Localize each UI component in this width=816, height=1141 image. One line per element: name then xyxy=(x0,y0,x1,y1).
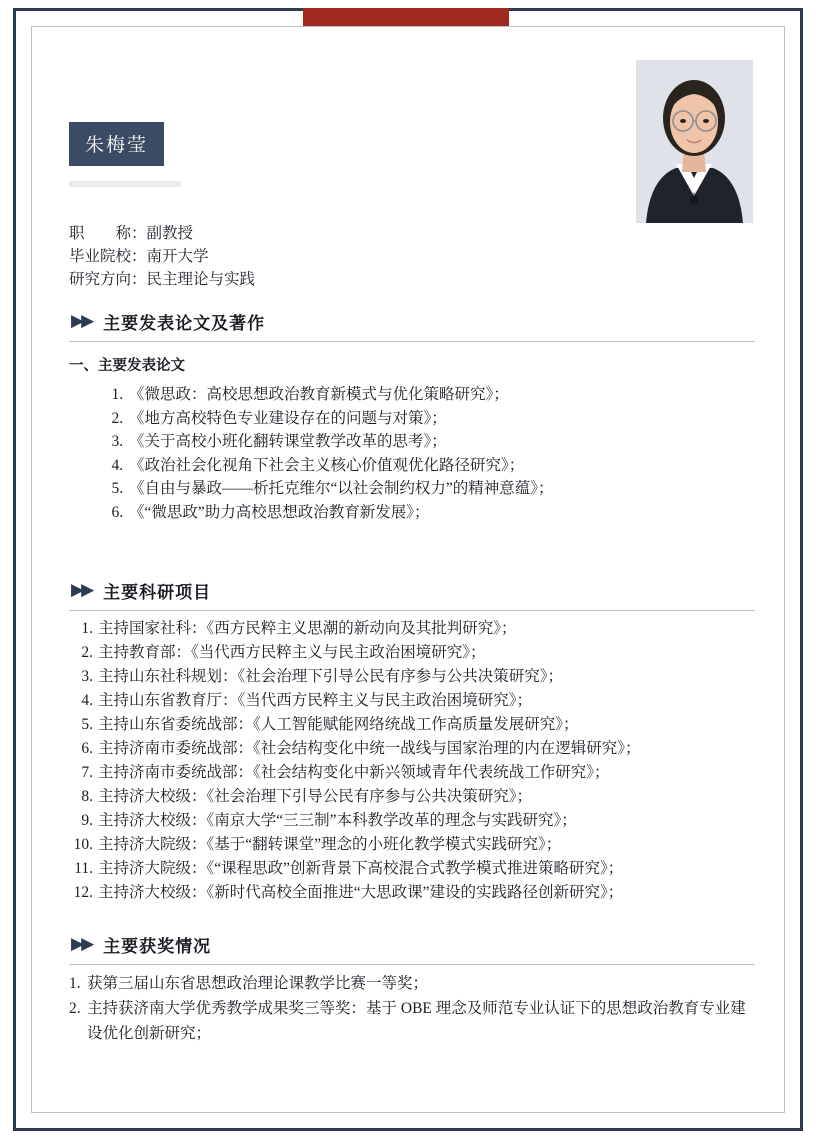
section-awards xyxy=(69,932,755,1046)
section-papers xyxy=(69,309,755,524)
person-name: 朱梅莹 xyxy=(69,122,164,166)
item-number: 11. xyxy=(74,860,93,877)
section-papers-subtitle: 一、主要发表论文 xyxy=(69,358,185,374)
item-number: 5. xyxy=(81,716,93,733)
meta-title: 职 称：副教授 xyxy=(69,225,194,242)
list-item: 1. 《微思政：高校思想政治教育新模式与优化策略研究》； xyxy=(127,383,755,407)
list-item xyxy=(69,713,755,737)
section-papers-title: 主要发表论文及著作 xyxy=(103,314,266,333)
item-number: 10. xyxy=(73,836,93,853)
content-area xyxy=(31,26,785,1113)
person-meta xyxy=(69,222,255,291)
list-item xyxy=(69,641,755,665)
papers-list xyxy=(69,383,755,524)
section-projects-title: 主要科研项目 xyxy=(103,583,212,602)
item-number: 3. xyxy=(81,668,93,685)
list-item xyxy=(69,785,755,809)
item-number: 6. xyxy=(81,740,93,757)
name-underline xyxy=(69,181,181,187)
list-item xyxy=(69,996,755,1046)
item-text: 主持济南市委统战部：《社会结构变化中统一战线与国家治理的内在逻辑研究》； xyxy=(98,740,641,757)
item-text: 主持济大校级：《新时代高校全面推进“大思政课”建设的实践路径创新研究》； xyxy=(98,884,624,901)
list-item xyxy=(69,971,755,996)
projects-list xyxy=(69,617,755,905)
list-item xyxy=(69,761,755,785)
list-item: 6. 《“微思政”助力高校思想政治教育新发展》； xyxy=(127,501,755,525)
section-papers-header xyxy=(69,309,755,342)
awards-list xyxy=(69,971,755,1046)
list-item xyxy=(69,857,755,881)
item-text: 主持济大校级：《社会治理下引导公民有序参与公共决策研究》； xyxy=(98,788,533,805)
list-item xyxy=(69,689,755,713)
list-item xyxy=(69,617,755,641)
list-item: 2. 《地方高校特色专业建设存在的问题与对策》； xyxy=(127,407,755,431)
item-number: 8. xyxy=(81,788,93,805)
portrait-photo xyxy=(636,60,753,223)
double-arrow-icon: ▶▶ xyxy=(71,934,92,954)
list-item xyxy=(69,737,755,761)
item-text: 主持济大校级：《南京大学“三三制”本科教学改革的理念与实践研究》； xyxy=(98,812,577,829)
item-text: 主持山东社科规划：《社会治理下引导公民有序参与公共决策研究》； xyxy=(98,668,564,685)
list-item xyxy=(69,809,755,833)
list-item: 4. 《政治社会化视角下社会主义核心价值观优化路径研究》； xyxy=(127,454,755,478)
item-number: 9. xyxy=(81,812,93,829)
item-text: 主持济南市委统战部：《社会结构变化中新兴领域青年代表统战工作研究》； xyxy=(98,764,610,781)
item-number: 1. xyxy=(69,975,81,992)
section-projects-header xyxy=(69,578,755,611)
item-text: 获第三届山东省思想政治理论课教学比赛一等奖； xyxy=(87,975,429,992)
item-text: 主持山东省教育厅：《当代西方民粹主义与民主政治困境研究》； xyxy=(98,692,533,709)
list-item: 3. 《关于高校小班化翻转课堂教学改革的思考》； xyxy=(127,430,755,454)
item-text: 主持获济南大学优秀教学成果奖三等奖：基于 OBE 理念及师范专业认证下的思想政治教育专业建设优化创新研究； xyxy=(87,1000,746,1042)
double-arrow-icon: ▶▶ xyxy=(71,311,92,331)
double-arrow-icon: ▶▶ xyxy=(71,580,92,600)
item-number: 1. xyxy=(81,620,93,637)
meta-research: 研究方向：民主理论与实践 xyxy=(69,271,256,288)
item-number: 12. xyxy=(73,884,93,901)
item-number: 7. xyxy=(81,764,93,781)
item-number: 2. xyxy=(69,1000,81,1017)
list-item xyxy=(69,665,755,689)
section-awards-header xyxy=(69,932,755,965)
list-item xyxy=(69,833,755,857)
list-item xyxy=(69,881,755,905)
list-item: 5. 《自由与暴政——析托克维尔“以社会制约权力”的精神意蕴》； xyxy=(127,477,755,501)
section-awards-title: 主要获奖情况 xyxy=(103,937,212,956)
meta-school: 毕业院校：南开大学 xyxy=(69,248,209,265)
item-number: 4. xyxy=(81,692,93,709)
section-projects xyxy=(69,578,755,905)
item-text: 主持教育部：《当代西方民粹主义与民主政治困境研究》； xyxy=(98,644,486,661)
item-text: 主持济大院级：《基于“翻转课堂”理念的小班化教学模式实践研究》； xyxy=(98,836,562,853)
item-text: 主持山东省委统战部：《人工智能赋能网络统战工作高质量发展研究》； xyxy=(98,716,579,733)
item-number: 2. xyxy=(81,644,93,661)
item-text: 主持济大院级：《“课程思政”创新背景下高校混合式教学模式推进策略研究》； xyxy=(98,860,624,877)
item-text: 主持国家社科：《西方民粹主义思潮的新动向及其批判研究》； xyxy=(98,620,517,637)
